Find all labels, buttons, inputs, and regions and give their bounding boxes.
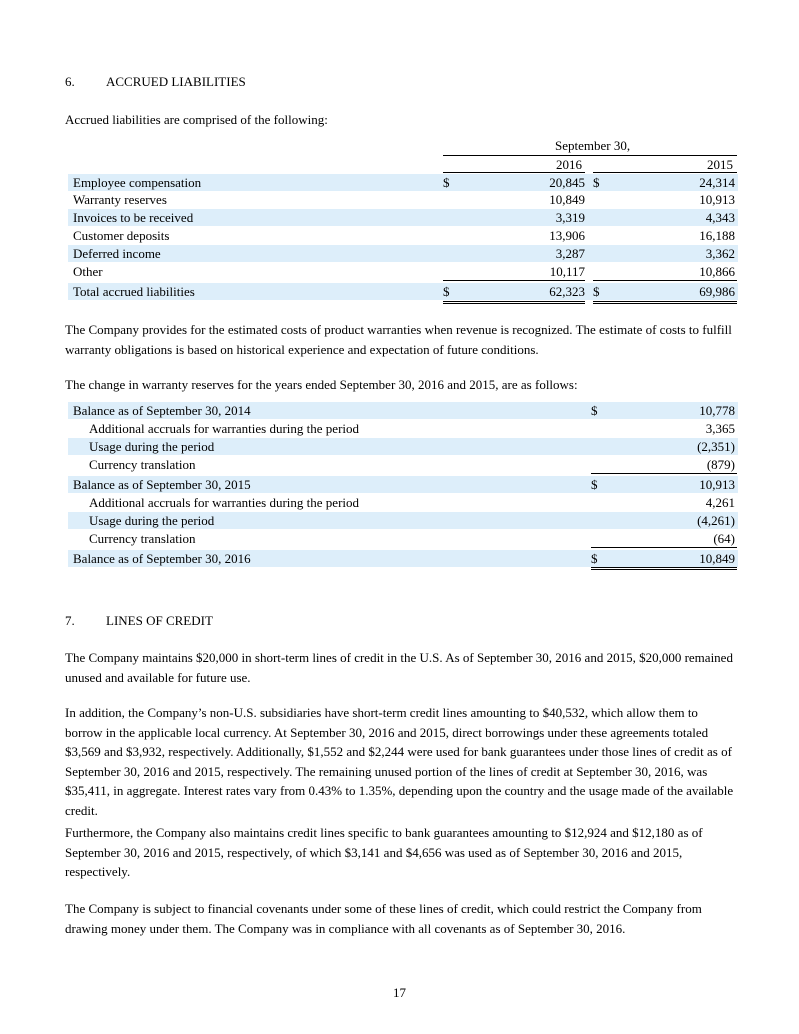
row-label: Invoices to be received: [73, 210, 194, 225]
table-row: [68, 494, 738, 511]
subtotal-rule: [443, 280, 585, 281]
value-2016: 10,117: [549, 264, 585, 279]
credit-paragraph-3: Furthermore, the Company also maintains credit lines specific to bank guarantees amounting to $12,924 and $12,180 as of September 30, 2016 and 2015, respectively, of which $3,141 and $4,656 was used as of September 30, 2016 and 2015, respectively.: [65, 825, 703, 879]
credit-paragraph-4: The Company is subject to financial covenants under some of these lines of credit, which could restrict the Company from drawing money under them. The Company was in compliance with all covenants as of September 30, 2016.: [65, 901, 702, 936]
col-2016: 2016: [556, 157, 582, 172]
row-label: Balance as of September 30, 2015: [73, 477, 251, 492]
table-row-total: [68, 283, 738, 300]
value-2016: 20,845: [549, 175, 585, 190]
row-label: Deferred income: [73, 246, 161, 261]
col-2015: 2015: [707, 157, 733, 172]
row-value: (64): [713, 531, 735, 546]
table-row: [68, 227, 738, 244]
credit-paragraph-1: The Company maintains $20,000 in short-term lines of credit in the U.S. As of September 30, 2016 and 2015, $20,000 remained unused and available for future use.: [65, 650, 733, 685]
row-value: (2,351): [697, 439, 735, 454]
total-double-rule: [591, 567, 737, 568]
table-row: [68, 512, 738, 529]
value-2016: 3,319: [555, 210, 585, 225]
row-value: (879): [706, 457, 735, 472]
row-label: Total accrued liabilities: [73, 284, 195, 299]
row-value: 10,778: [699, 403, 735, 418]
table-row: [68, 209, 738, 226]
row-label: Customer deposits: [73, 228, 170, 243]
row-label: Additional accruals for warranties during the period: [89, 421, 360, 436]
row-label: Warranty reserves: [73, 192, 167, 207]
subtotal-rule: [593, 280, 737, 281]
table-row: [68, 263, 738, 280]
table-row: [68, 456, 738, 473]
currency-symbol: $: [593, 284, 600, 299]
row-label: Currency translation: [89, 457, 196, 472]
col1-rule: [443, 172, 585, 173]
value-2016: 62,323: [549, 284, 585, 299]
value-2016: 3,287: [555, 246, 585, 261]
value-2016: 10,849: [549, 192, 585, 207]
row-label: Other: [73, 264, 103, 279]
table-row: [68, 174, 738, 191]
value-2015: 69,986: [699, 284, 735, 299]
table-row: [68, 530, 738, 547]
row-label: Balance as of September 30, 2014: [73, 403, 251, 418]
total-double-rule: [443, 303, 585, 304]
row-value: (4,261): [697, 513, 735, 528]
currency-symbol: $: [593, 175, 600, 190]
total-double-rule: [591, 569, 737, 570]
value-2015: 10,913: [699, 192, 735, 207]
warranty-paragraph: The Company provides for the estimated costs of product warranties when revenue is recognized. The estimate of costs to fulfill warranty obligations is based on historical experience and expectation of future conditions.: [65, 322, 732, 357]
value-2015: 4,343: [705, 210, 735, 225]
table-row: [68, 191, 738, 208]
total-double-rule: [593, 301, 737, 302]
row-label: Employee compensation: [73, 175, 202, 190]
currency-symbol: $: [591, 551, 598, 566]
section-7-number: 7.: [65, 613, 75, 628]
currency-symbol: $: [443, 175, 450, 190]
header-rule: [443, 155, 737, 156]
table-row-total: [68, 550, 738, 567]
total-double-rule: [443, 301, 585, 302]
total-double-rule: [593, 303, 737, 304]
table-header-group: September 30,: [555, 138, 631, 153]
section-6-title: ACCRUED LIABILITIES: [106, 74, 246, 89]
col2-rule: [593, 172, 737, 173]
table-row: [68, 438, 738, 455]
subtotal-rule: [591, 473, 737, 474]
table-row: [68, 402, 738, 419]
page-number: 17: [393, 985, 406, 1000]
currency-symbol: $: [591, 477, 598, 492]
value-2015: 24,314: [699, 175, 735, 190]
row-label: Usage during the period: [89, 513, 215, 528]
row-value: 10,913: [699, 477, 735, 492]
row-label: Balance as of September 30, 2016: [73, 551, 251, 566]
subtotal-rule: [591, 547, 737, 548]
value-2015: 10,866: [699, 264, 735, 279]
table-row: [68, 476, 738, 493]
value-2015: 16,188: [699, 228, 735, 243]
currency-symbol: $: [443, 284, 450, 299]
table-row: [68, 420, 738, 437]
value-2016: 13,906: [549, 228, 585, 243]
section-7-title: LINES OF CREDIT: [106, 613, 213, 628]
row-label: Usage during the period: [89, 439, 215, 454]
row-label: Additional accruals for warranties during the period: [89, 495, 360, 510]
currency-symbol: $: [591, 403, 598, 418]
accrued-intro: Accrued liabilities are comprised of the following:: [65, 112, 328, 127]
row-value: 10,849: [699, 551, 735, 566]
row-value: 4,261: [705, 495, 735, 510]
warranty-change-intro: The change in warranty reserves for the years ended September 30, 2016 and 2015, are as follows:: [65, 377, 578, 392]
value-2015: 3,362: [705, 246, 735, 261]
row-value: 3,365: [705, 421, 735, 436]
credit-paragraph-2: In addition, the Company’s non-U.S. subsidiaries have short-term credit lines amounting to $40,532, which allow them to borrow in the applicable local currency. At September 30, 2016 and 2015, direct borrowings under these agreements totaled $3,569 and $3,932, respectively. Additionally, $1,552 and $2,244 were used for bank guarantees under those lines of credit as of September 30, 2016 and 2015, respectively. The remaining unused portion of the lines of credit at September 30, 2016, was $35,411, in aggregate. Interest rates vary from 0.43% to 1.35%, depending upon the country and the usage made of the available credit.: [65, 705, 734, 818]
section-6-number: 6.: [65, 74, 75, 89]
table-row: [68, 245, 738, 262]
row-label: Currency translation: [89, 531, 196, 546]
